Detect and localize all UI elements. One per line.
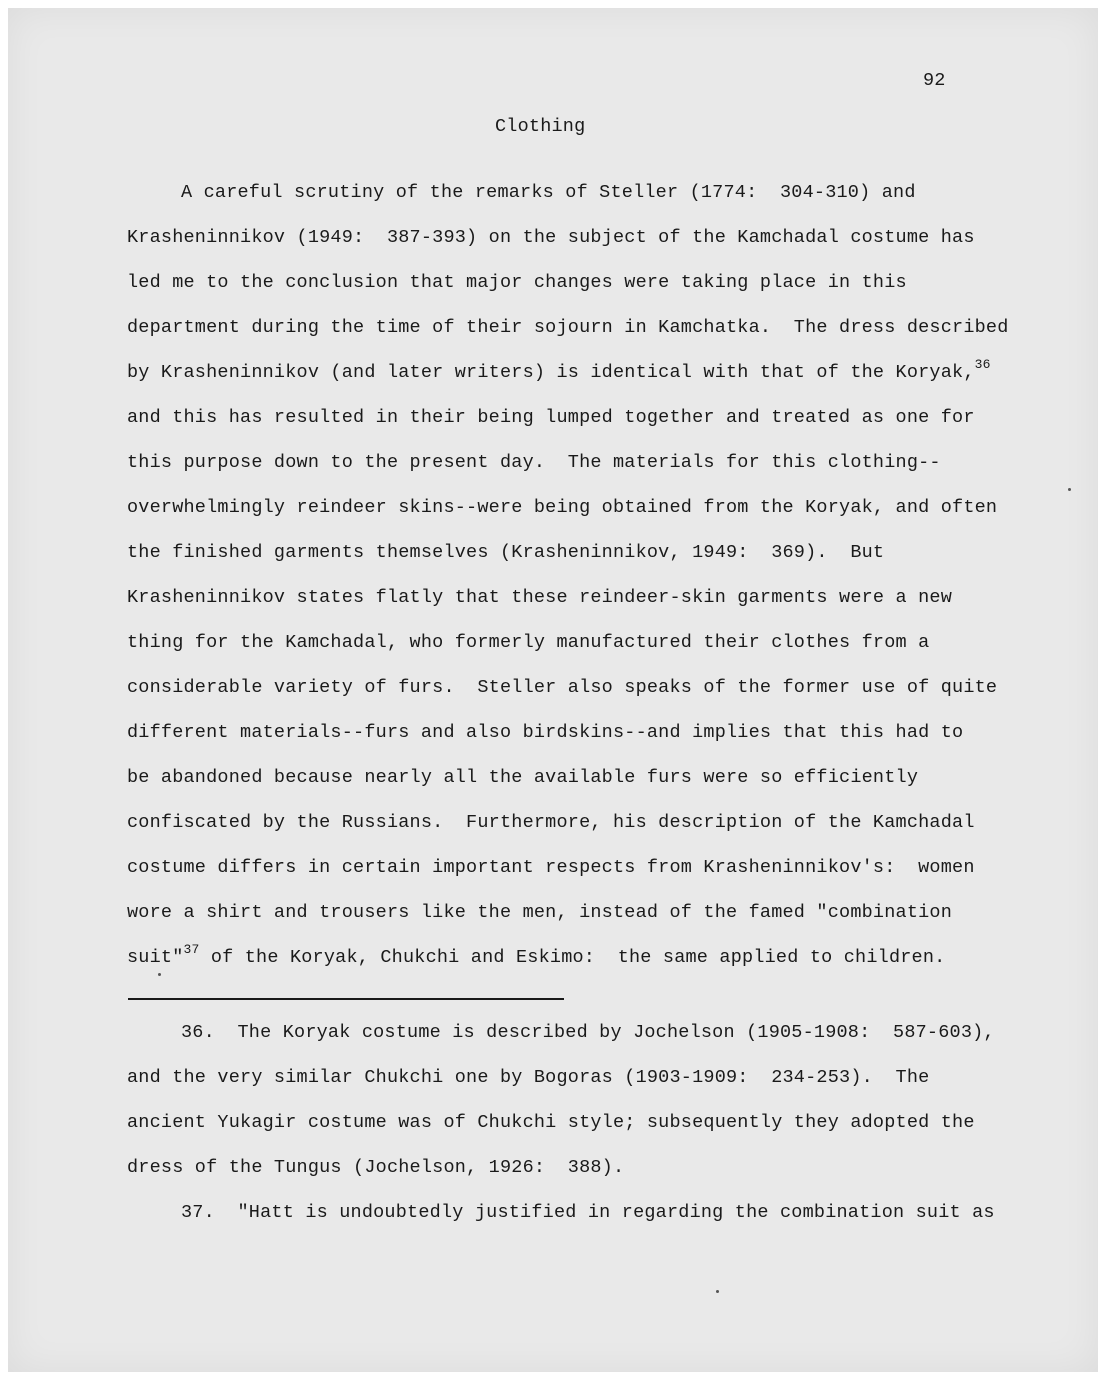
body-line: different materials--furs and also birdskins--and implies that this had to bbox=[127, 722, 964, 743]
body-line-text: of the Koryak, Chukchi and Eskimo: the same applied to children. bbox=[199, 947, 946, 968]
footnote-ref-37: 37 bbox=[183, 941, 200, 957]
body-line: the finished garments themselves (Krasheninnikov, 1949: 369). But bbox=[127, 542, 885, 563]
footnote-line: dress of the Tungus (Jochelson, 1926: 388). bbox=[127, 1157, 625, 1178]
scan-speck bbox=[716, 1290, 719, 1293]
body-line: Krasheninnikov (1949: 387-393) on the subject of the Kamchadal costume has bbox=[127, 227, 975, 248]
scan-speck bbox=[158, 973, 161, 976]
footnote-line: 36. The Koryak costume is described by Jochelson (1905-1908: 587-603), bbox=[181, 1022, 995, 1043]
body-line: thing for the Kamchadal, who formerly manufactured their clothes from a bbox=[127, 632, 930, 653]
scan-speck bbox=[1068, 488, 1071, 491]
footnote-ref-36: 36 bbox=[974, 356, 991, 372]
body-line: department during the time of their sojourn in Kamchatka. The dress described bbox=[127, 317, 1009, 338]
footnote-line: ancient Yukagir costume was of Chukchi style; subsequently they adopted the bbox=[127, 1112, 975, 1133]
body-line: costume differs in certain important respects from Krasheninnikov's: women bbox=[127, 857, 975, 878]
body-line bbox=[127, 356, 991, 383]
body-line: wore a shirt and trousers like the men, instead of the famed "combination bbox=[127, 902, 953, 923]
footnote-separator bbox=[128, 998, 564, 1000]
body-line: be abandoned because nearly all the available furs were so efficiently bbox=[127, 767, 919, 788]
body-line: considerable variety of furs. Steller also speaks of the former use of quite bbox=[127, 677, 998, 698]
body-line: led me to the conclusion that major changes were taking place in this bbox=[127, 272, 907, 293]
body-line: Krasheninnikov states flatly that these reindeer-skin garments were a new bbox=[127, 587, 953, 608]
body-line bbox=[127, 941, 946, 968]
body-line: A careful scrutiny of the remarks of Steller (1774: 304-310) and bbox=[181, 182, 916, 203]
page-number: 92 bbox=[923, 70, 946, 91]
footnote-line: and the very similar Chukchi one by Bogoras (1903-1909: 234-253). The bbox=[127, 1067, 930, 1088]
body-line-text: suit" bbox=[127, 947, 184, 968]
section-heading: Clothing bbox=[495, 116, 586, 137]
body-line-text: by Krasheninnikov (and later writers) is identical with that of the Koryak, bbox=[127, 362, 975, 383]
body-line: overwhelmingly reindeer skins--were being obtained from the Koryak, and often bbox=[127, 497, 998, 518]
footnote-line: 37. "Hatt is undoubtedly justified in regarding the combination suit as bbox=[181, 1202, 995, 1223]
document-page bbox=[8, 8, 1098, 1372]
body-line: this purpose down to the present day. The materials for this clothing-- bbox=[127, 452, 941, 473]
body-line: confiscated by the Russians. Furthermore, his description of the Kamchadal bbox=[127, 812, 975, 833]
body-line: and this has resulted in their being lumped together and treated as one for bbox=[127, 407, 975, 428]
